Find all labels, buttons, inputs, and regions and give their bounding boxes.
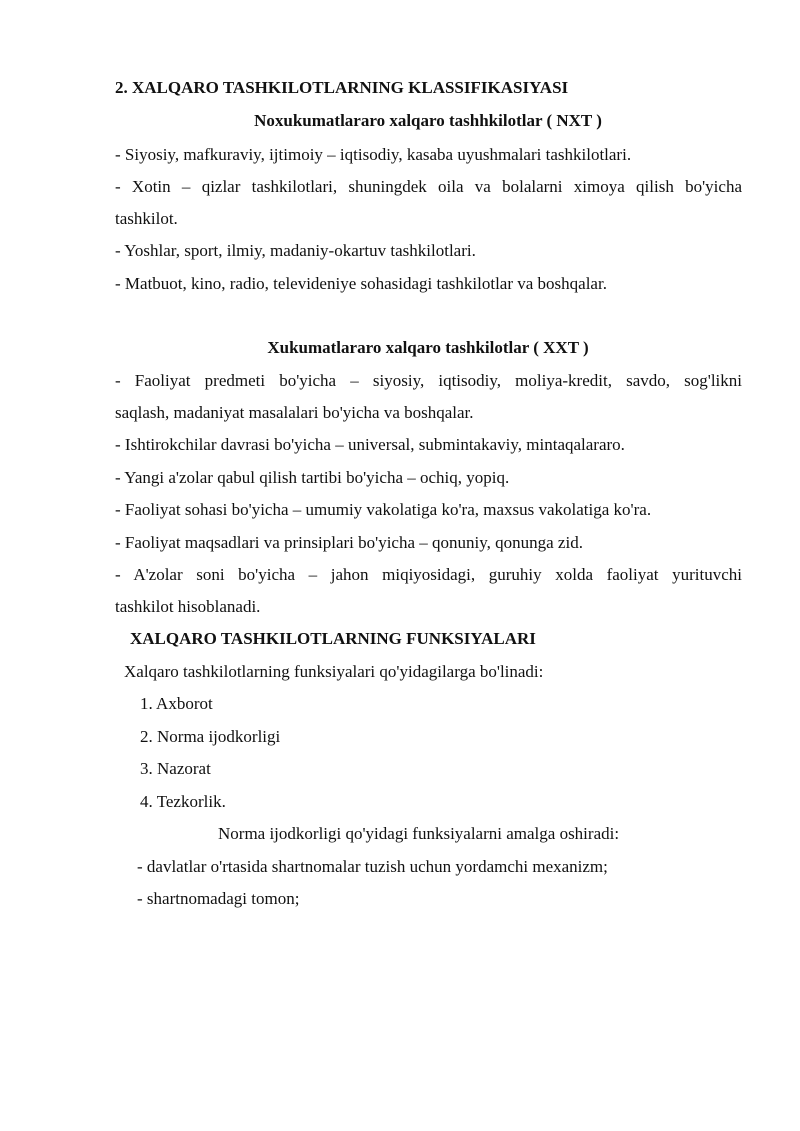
section-heading: 2. XALQARO TASHKILOTLARNING KLASSIFIKASIYASI (115, 78, 569, 97)
xxt-item-2: - Ishtirokchilar davrasi bo'yicha – universal, submintakaviy, mintaqalararo. (115, 435, 625, 454)
xxt-title: Xukumatlararo xalqaro tashkilotlar ( XXT ) (267, 338, 589, 357)
functions-heading: XALQARO TASHKILOTLARNING FUNKSIYALARI (130, 629, 536, 648)
function-list-item: 3. Nazorat (140, 759, 211, 778)
norma-item-1: - davlatlar o'rtasida shartnomalar tuzish uchun yordamchi mexanizm; (137, 857, 608, 876)
xxt-item-1-cont: saqlash, madaniyat masalalari bo'yicha va boshqalar. (115, 403, 474, 422)
xxt-item-5: - Faoliyat maqsadlari va prinsiplari bo'yicha – qonuniy, qonunga zid. (115, 533, 583, 552)
nxt-item-2-cont: tashkilot. (115, 209, 178, 228)
xxt-item-6: - A'zolar soni bo'yicha – jahon miqiyosidagi, guruhiy xolda faoliyat yurituvchi (115, 565, 742, 584)
norma-intro: Norma ijodkorligi qo'yidagi funksiyalarni amalga oshiradi: (218, 824, 620, 843)
function-list-item: 2. Norma ijodkorligi (140, 727, 281, 746)
xxt-item-3: - Yangi a'zolar qabul qilish tartibi bo'yicha – ochiq, yopiq. (115, 468, 510, 487)
xxt-item-1: - Faoliyat predmeti bo'yicha – siyosiy, iqtisodiy, moliya-kredit, savdo, sog'likni (115, 371, 742, 390)
xxt-item-4: - Faoliyat sohasi bo'yicha – umumiy vakolatiga ko'ra, maxsus vakolatiga ko'ra. (115, 500, 652, 519)
nxt-item-1: - Siyosiy, mafkuraviy, ijtimoiy – iqtisodiy, kasaba uyushmalari tashkilotlari. (115, 145, 632, 164)
nxt-item-4: - Matbuot, kino, radio, televideniye sohasidagi tashkilotlar va boshqalar. (115, 274, 607, 293)
xxt-item-6-cont: tashkilot hisoblanadi. (115, 597, 261, 616)
nxt-item-3: - Yoshlar, sport, ilmiy, madaniy-okartuv tashkilotlari. (115, 241, 476, 260)
norma-item-2: - shartnomadagi tomon; (137, 889, 300, 908)
function-list-item: 4. Tezkorlik. (140, 792, 226, 811)
functions-intro: Xalqaro tashkilotlarning funksiyalari qo'yidagilarga bo'linadi: (124, 662, 544, 681)
nxt-item-2: - Xotin – qizlar tashkilotlari, shuningdek oila va bolalarni ximoya qilish bo'yicha (115, 177, 742, 196)
function-list-item: 1. Axborot (140, 694, 213, 713)
nxt-title: Noxukumatlararo xalqaro tashhkilotlar ( NXT ) (254, 111, 602, 130)
